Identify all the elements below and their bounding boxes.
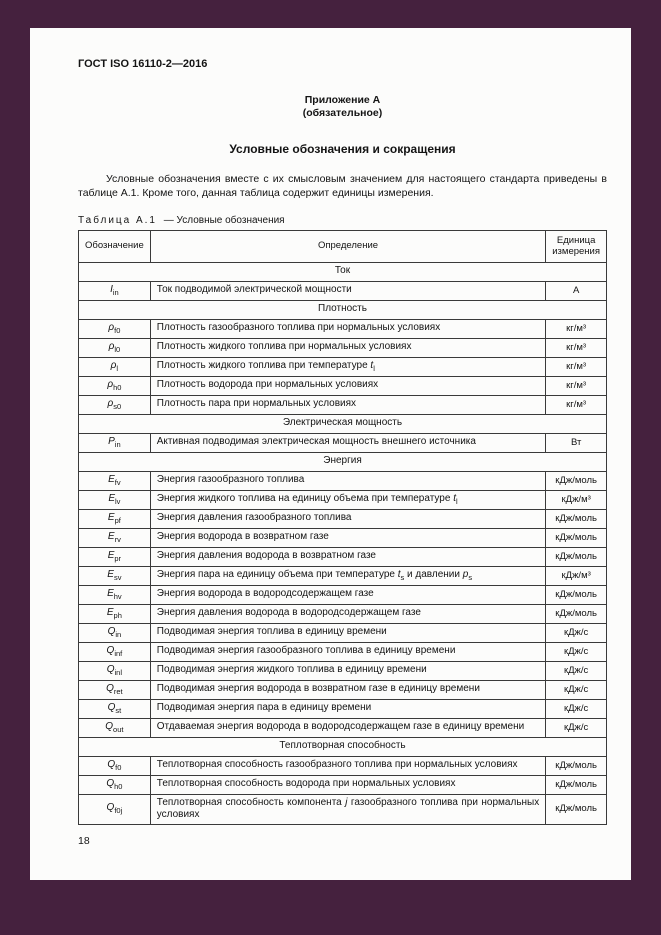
table-caption	[78, 215, 607, 226]
document-page	[30, 28, 631, 880]
symbol-cell: $E_{pr}$	[79, 547, 151, 566]
symbol-cell: $E_{rv}$	[79, 528, 151, 547]
definition-cell: Плотность пара при нормальных условиях	[150, 395, 545, 414]
table-row	[79, 775, 607, 794]
table-row	[79, 433, 607, 452]
definition-cell: Энергия жидкого топлива на единицу объема при температуре $t_l$	[150, 490, 545, 509]
definition-cell: Энергия водорода в водородсодержащем газе	[150, 585, 545, 604]
table-row	[79, 395, 607, 414]
unit-cell: А	[546, 281, 607, 300]
table-row	[79, 642, 607, 661]
definition-cell: Теплотворная способность газообразного топлива при нормальных условиях	[150, 756, 545, 775]
table-section-row	[79, 452, 607, 471]
table-row	[79, 623, 607, 642]
unit-cell: кг/м³	[546, 376, 607, 395]
symbol-cell: $\rho_{f0}$	[79, 319, 151, 338]
unit-cell: кДж/моль	[546, 775, 607, 794]
section-title: Условные обозначения и сокращения	[229, 142, 456, 157]
table-row	[79, 794, 607, 824]
definition-cell: Подводимая энергия газообразного топлива в единицу времени	[150, 642, 545, 661]
section-label: Теплотворная способность	[79, 737, 607, 756]
unit-cell: кДж/моль	[546, 585, 607, 604]
symbol-cell: $Q_{f0j}$	[79, 794, 151, 824]
unit-cell: кДж/м³	[546, 490, 607, 509]
definition-cell: Плотность газообразного топлива при нормальных условиях	[150, 319, 545, 338]
definition-cell: Энергия давления водорода в возвратном газе	[150, 547, 545, 566]
table-row	[79, 604, 607, 623]
symbol-cell: $Q_{ret}$	[79, 680, 151, 699]
symbol-cell: $Q_{f0}$	[79, 756, 151, 775]
table-row	[79, 547, 607, 566]
unit-cell: кг/м³	[546, 395, 607, 414]
table-row	[79, 357, 607, 376]
definition-cell: Ток подводимой электрической мощности	[150, 281, 545, 300]
unit-cell: кДж/с	[546, 680, 607, 699]
header-definition: Определение	[150, 230, 545, 262]
symbols-table	[78, 230, 607, 825]
appendix-kind: (обязательное)	[302, 107, 383, 120]
definition-cell: Плотность водорода при нормальных условиях	[150, 376, 545, 395]
appendix-label: Приложение А	[304, 94, 381, 106]
table-section-row	[79, 300, 607, 319]
definition-cell: Плотность жидкого топлива при температуре $t_l$	[150, 357, 545, 376]
symbol-cell: $E_{sv}$	[79, 566, 151, 585]
table-row	[79, 490, 607, 509]
table-row	[79, 585, 607, 604]
unit-cell: Вт	[546, 433, 607, 452]
symbol-cell: $Q_{h0}$	[79, 775, 151, 794]
unit-cell: кДж/моль	[546, 756, 607, 775]
section-label: Плотность	[79, 300, 607, 319]
symbol-cell: $E_{fv}$	[79, 471, 151, 490]
table-row	[79, 680, 607, 699]
definition-cell: Подводимая энергия топлива в единицу времени	[150, 623, 545, 642]
header-unit: Единица измерения	[546, 230, 607, 262]
unit-cell: кДж/моль	[546, 547, 607, 566]
unit-cell: кг/м³	[546, 319, 607, 338]
symbol-cell: $P_{in}$	[79, 433, 151, 452]
unit-cell: кДж/с	[546, 699, 607, 718]
symbol-cell: $E_{hv}$	[79, 585, 151, 604]
unit-cell: кДж/моль	[546, 528, 607, 547]
unit-cell: кДж/моль	[546, 604, 607, 623]
symbol-cell: $Q_{in}$	[79, 623, 151, 642]
table-row	[79, 338, 607, 357]
unit-cell: кДж/моль	[546, 509, 607, 528]
table-section-row	[79, 262, 607, 281]
definition-cell: Подводимая энергия пара в единицу времени	[150, 699, 545, 718]
definition-cell: Энергия пара на единицу объема при температуре $t_s$ и давлении $p_s$	[150, 566, 545, 585]
table-row	[79, 376, 607, 395]
definition-cell: Энергия давления газообразного топлива	[150, 509, 545, 528]
table-row	[79, 281, 607, 300]
table-section-row	[79, 414, 607, 433]
table-caption-label: Таблица А.1	[78, 214, 157, 226]
symbol-cell: $\rho_{h0}$	[79, 376, 151, 395]
unit-cell: кДж/с	[546, 661, 607, 680]
definition-cell: Подводимая энергия жидкого топлива в единицу времени	[150, 661, 545, 680]
appendix-heading	[78, 94, 607, 120]
definition-cell: Отдаваемая энергия водорода в водородсодержащем газе в единицу времени	[150, 718, 545, 737]
table-row	[79, 509, 607, 528]
section-label: Ток	[79, 262, 607, 281]
definition-cell: Теплотворная способность компонента j газообразного топлива при нормальных условиях	[150, 794, 545, 824]
table-section-row	[79, 737, 607, 756]
intro-paragraph: Условные обозначения вместе с их смысловым значением для настоящего стандарта приведены в таблице А.1. Кроме того, данная таблица содержит единицы измерения.	[78, 173, 607, 200]
symbol-cell: $E_{pf}$	[79, 509, 151, 528]
table-row	[79, 699, 607, 718]
table-row	[79, 661, 607, 680]
unit-cell: кДж/с	[546, 718, 607, 737]
unit-cell: кг/м³	[546, 338, 607, 357]
symbol-cell: $\rho_{s0}$	[79, 395, 151, 414]
symbol-cell: $I_{in}$	[79, 281, 151, 300]
symbols-table-body	[79, 262, 607, 824]
unit-cell: кДж/моль	[546, 794, 607, 824]
definition-cell: Плотность жидкого топлива при нормальных условиях	[150, 338, 545, 357]
definition-cell: Энергия давления водорода в водородсодержащем газе	[150, 604, 545, 623]
symbol-cell: $E_{lv}$	[79, 490, 151, 509]
unit-cell: кДж/моль	[546, 471, 607, 490]
unit-cell: кДж/с	[546, 642, 607, 661]
section-label: Энергия	[79, 452, 607, 471]
symbol-cell: $Q_{inf}$	[79, 642, 151, 661]
table-row	[79, 319, 607, 338]
unit-cell: кДж/с	[546, 623, 607, 642]
header-symbol: Обозначение	[79, 230, 151, 262]
section-label: Электрическая мощность	[79, 414, 607, 433]
definition-cell: Теплотворная способность водорода при нормальных условиях	[150, 775, 545, 794]
symbol-cell: $Q_{st}$	[79, 699, 151, 718]
table-row	[79, 528, 607, 547]
symbol-cell: $E_{ph}$	[79, 604, 151, 623]
page-number: 18	[78, 834, 90, 847]
unit-cell: кДж/м³	[546, 566, 607, 585]
table-caption-title: — Условные обозначения	[163, 214, 285, 226]
table-row	[79, 471, 607, 490]
definition-cell: Энергия газообразного топлива	[150, 471, 545, 490]
table-header-row	[79, 230, 607, 262]
table-row	[79, 718, 607, 737]
symbol-cell: $\rho_{l0}$	[79, 338, 151, 357]
symbol-cell: $Q_{out}$	[79, 718, 151, 737]
table-row	[79, 566, 607, 585]
definition-cell: Энергия водорода в возвратном газе	[150, 528, 545, 547]
symbol-cell: $\rho_l$	[79, 357, 151, 376]
document-code: ГОСТ ISO 16110-2—2016	[78, 58, 208, 70]
unit-cell: кг/м³	[546, 357, 607, 376]
definition-cell: Активная подводимая электрическая мощность внешнего источника	[150, 433, 545, 452]
definition-cell: Подводимая энергия водорода в возвратном газе в единицу времени	[150, 680, 545, 699]
symbol-cell: $Q_{inl}$	[79, 661, 151, 680]
table-row	[79, 756, 607, 775]
